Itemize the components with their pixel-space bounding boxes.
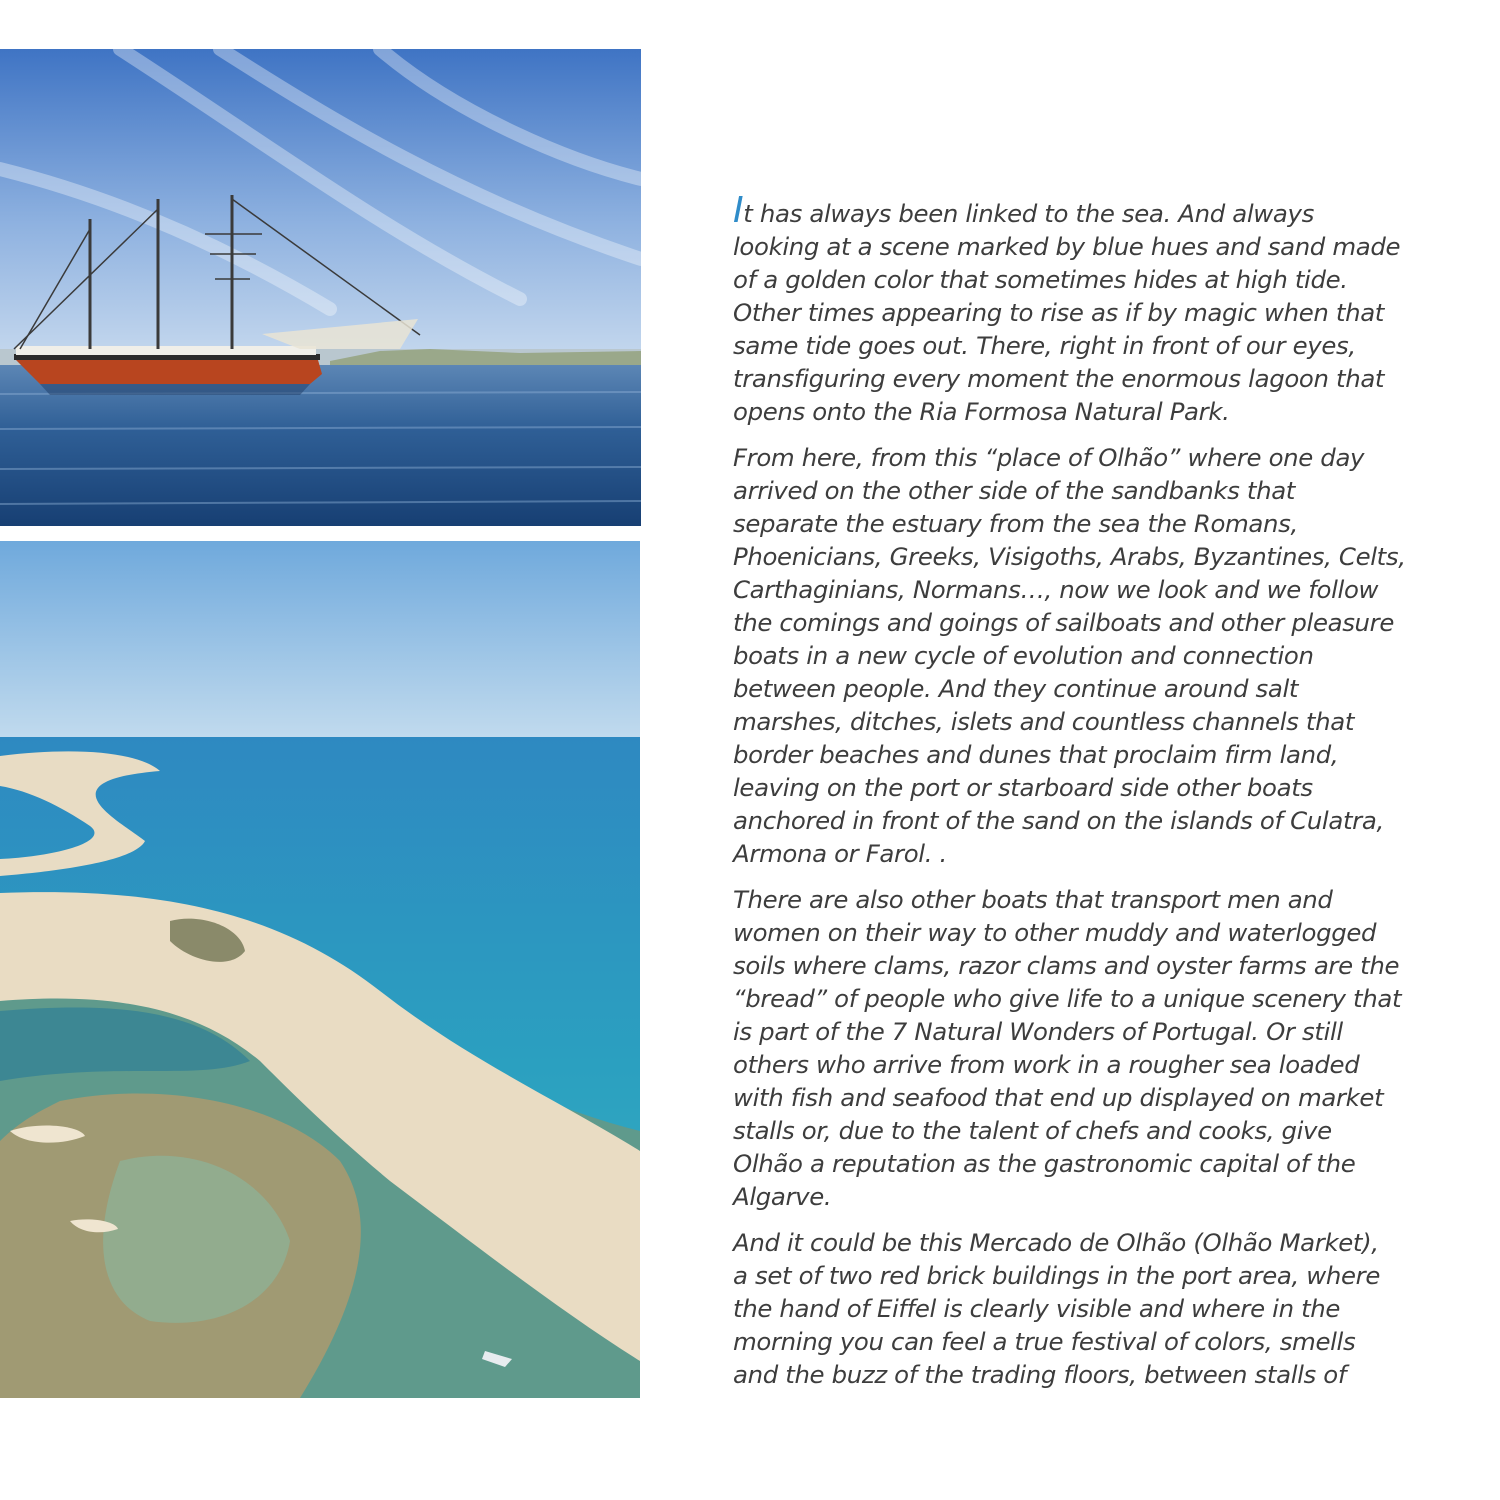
paragraph-1-rest: looking at a scene marked by blue hues and sand made of a golden color that sometimes hides at high tide. Other times appearing to rise as if by magic when that same tide goes out. There, right in front of our eyes, transfiguring every moment the enormous lagoon that opens onto the Ria Formosa Natural Park. bbox=[733, 232, 1401, 426]
paragraph-1 bbox=[733, 190, 1433, 428]
paragraph-4: And it could be this Mercado de Olhão (Olhão Market), a set of two red brick buildings in the port area, where the hand of Eiffel is clearly visible and where in the morning you can feel a true festival of colors, smells and the buzz of the trading floors, between stalls of bbox=[733, 1228, 1380, 1389]
paragraph-3: There are also other boats that transport men and women on their way to other muddy and waterlogged soils where clams, razor clams and oyster farms are the “bread” of people who give life to a unique scenery that is part of the 7 Natural Wonders of Portugal. Or still others who arrive from work in a rougher sea loaded with fish and seafood that end up displayed on market stalls or, due to the talent of chefs and cooks, give Olhão a reputation as the gastronomic capital of the Algarve. bbox=[733, 885, 1402, 1211]
aerial-lagoon-photo bbox=[0, 541, 640, 1398]
first-line: t has always been linked to the sea. And always bbox=[743, 199, 1314, 228]
paragraph-2: From here, from this “place of Olhão” where one day arrived on the other side of the sandbanks that separate the estuary from the sea the Romans, Phoenicians, Greeks, Visigoths, Arabs, Byzantines, Celts, Carthaginians, Normans…, now we look and we follow the comings and goings of sailboats and other pleasure boats in a new cycle of evolution and connection between people. And they continue around salt marshes, ditches, islets and countless channels that border beaches and dunes that proclaim firm land, leaving on the port or starboard side other boats anchored in front of the sand on the islands of Culatra, Armona or Farol. . bbox=[733, 443, 1406, 868]
tall-ship-photo bbox=[0, 49, 641, 526]
article-body bbox=[733, 190, 1433, 1404]
drop-cap: I bbox=[733, 190, 744, 231]
